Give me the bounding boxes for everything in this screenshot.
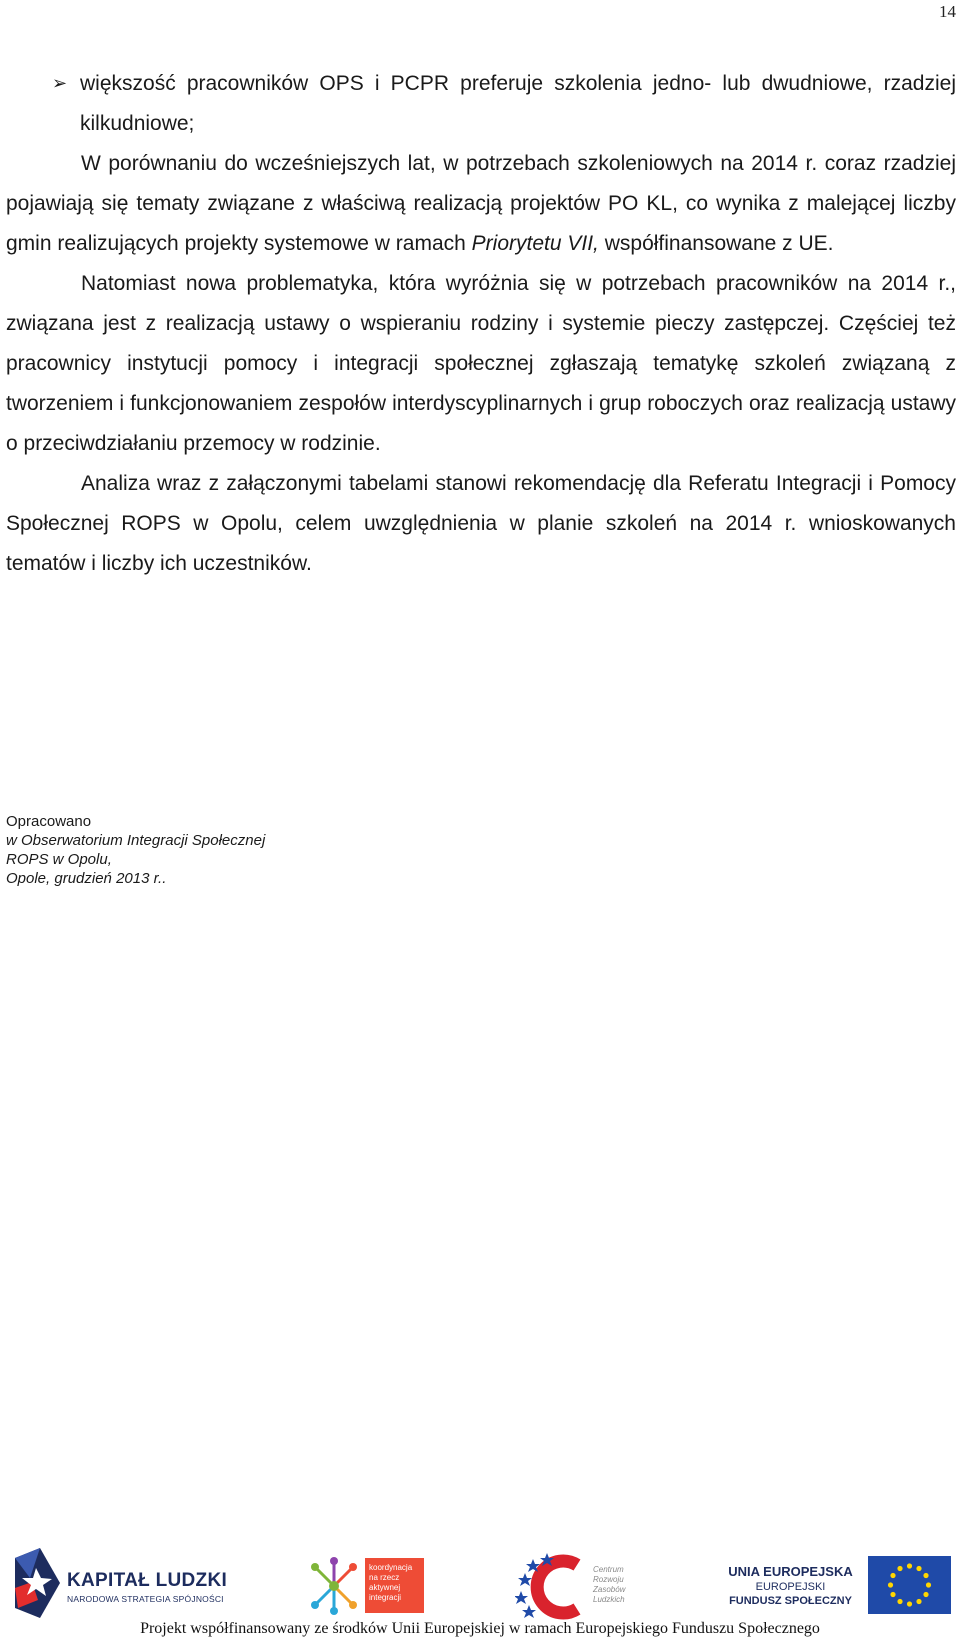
arrow-bullet-icon: ➢ <box>52 73 68 94</box>
crzl-line-3: Zasobów <box>593 1585 626 1594</box>
eu-line-3: FUNDUSZ SPOŁECZNY <box>729 1595 852 1607</box>
eu-efs-logo <box>728 1554 953 1618</box>
signature-line-1: Opracowano <box>6 813 92 830</box>
eu-line-1: UNIA EUROPEJSKA <box>728 1564 853 1579</box>
crzl-logo <box>515 1553 650 1621</box>
koordynacja-line-3: aktywnej <box>369 1583 401 1592</box>
crzl-line-1: Centrum <box>593 1565 624 1574</box>
paragraph-3: Analiza wraz z załączonymi tabelami stanowi rekomendację dla Referatu Integracji i Pomocy Społecznej ROPS w Opolu, celem uwzględnienia w planie szkoleń na 2014 r. wnioskowanych tematów i liczby ich uczestników. <box>6 472 956 575</box>
crzl-emblem-icon <box>515 1553 590 1621</box>
paragraph-1 <box>6 144 956 264</box>
koordynacja-box <box>365 1558 424 1613</box>
crzl-line-2: Rozwoju <box>593 1575 624 1584</box>
paragraph-1-text-a: W porównaniu do wcześniejszych lat, w potrzebach szkoleniowych na 2014 r. coraz rzadziej pojawiają się tematy związane z właściwą realizacją projektów PO KL, co wynika z malejącej liczby gmin realizujących projekty systemowe w ramach <box>6 152 956 255</box>
people-network-icon <box>305 1555 363 1617</box>
koordynacja-line-1: koordynacja <box>369 1563 413 1572</box>
bullet-list-item <box>6 64 956 144</box>
eu-flag-icon <box>868 1556 951 1614</box>
koordynacja-line-4: integracji <box>369 1593 402 1602</box>
signature-line-3: ROPS w Opolu, <box>6 851 112 868</box>
page-number: 14 <box>939 2 956 21</box>
koordynacja-line-2: na rzecz <box>369 1573 400 1582</box>
document-body <box>6 64 956 584</box>
kapital-ludzki-subtitle: NARODOWA STRATEGIA SPÓJNOŚCI <box>67 1594 224 1604</box>
eu-line-2: EUROPEJSKI <box>755 1581 826 1593</box>
kapital-ludzki-logo <box>10 1548 235 1618</box>
crzl-line-4: Ludzkich <box>593 1595 625 1604</box>
bullet-text: większość pracowników OPS i PCPR preferuje szkolenia jedno- lub dwudniowe, rzadziej kilkudniowe; <box>80 72 956 135</box>
signature-line-2: w Obserwatorium Integracji Społecznej <box>6 832 266 849</box>
paragraph-1-text-b: współfinansowane z UE. <box>598 232 834 255</box>
signature-line-4: Opole, grudzień 2013 r.. <box>6 870 167 887</box>
eu-text <box>728 1564 853 1608</box>
kapital-ludzki-emblem-icon <box>10 1548 60 1618</box>
crzl-text <box>593 1565 625 1605</box>
paragraph-2: Natomiast nowa problematyka, która wyróżnia się w potrzebach pracowników na 2014 r., związana jest z realizacją ustawy o wspieraniu rodziny i systemie pieczy zastępczej. Częściej też pracownicy instytucji pomocy i integracji społecznej zgłaszają tematykę szkoleń związaną z tworzeniem i funkcjonowaniem zespołów interdyscyplinarnych i grup roboczych oraz realizacją ustawy o przeciwdziałaniu przemocy w rodzinie. <box>6 272 956 455</box>
paragraph-1-italic: Priorytetu VII, <box>471 232 599 255</box>
koordynacja-logo <box>305 1555 425 1621</box>
footer-funding-note: Projekt współfinansowany ze środków Unii Europejskiej w ramach Europejskiego Funduszu Społecznego <box>140 1620 820 1637</box>
kapital-ludzki-title: KAPITAŁ LUDZKI <box>67 1570 228 1591</box>
author-signature <box>6 812 265 888</box>
